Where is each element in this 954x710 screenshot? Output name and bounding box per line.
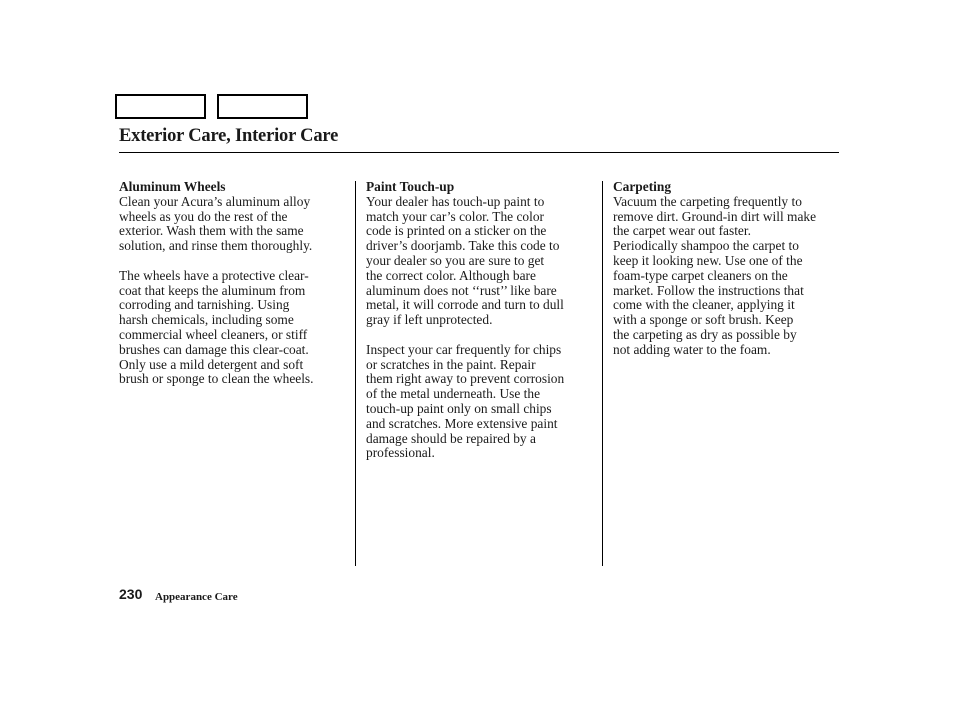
column-paint-touch-up: [366, 180, 596, 476]
paragraph: The wheels have a protective clear- coat that keeps the aluminum from corroding and tarnishing. Using harsh chemicals, including some commercial wheel cleaners, or stiff brushes can damage this clear-coat. Only use a mild detergent and soft brush or sponge to clean the wheels.: [119, 267, 314, 387]
column-divider: [355, 181, 356, 566]
paragraph: Inspect your car frequently for chips or scratches in the paint. Repair them right away to prevent corrosion of the metal underneath. Use the touch-up paint only on small chips and scratches. More extensive paint damage should be repaired by a professional.: [366, 341, 565, 461]
section-heading: Carpeting: [613, 179, 672, 194]
column-divider: [602, 181, 603, 566]
nav-tab-box-index[interactable]: [217, 94, 308, 119]
title-rule: [119, 152, 839, 153]
page-title: Exterior Care, Interior Care: [119, 126, 339, 146]
section-heading: Aluminum Wheels: [119, 179, 226, 194]
page-number: 230: [119, 586, 143, 602]
nav-tab-box-main-menu[interactable]: [115, 94, 206, 119]
column-carpeting: [613, 180, 841, 372]
section-heading: Paint Touch-up: [366, 179, 455, 194]
paragraph: Your dealer has touch-up paint to match your car’s color. The color code is printed on a sticker on the driver’s doorjamb. Take this code to your dealer so you are sure to get the correct color. Although bare aluminum does not ‘‘rust’’ like bare metal, it will corrode and turn to dull gray if left unprotected.: [366, 193, 564, 328]
paragraph: Vacuum the carpeting frequently to remove dirt. Ground-in dirt will make the carpet wear out faster. Periodically shampoo the carpet to keep it looking new. Use one of the foam-type carpet cleaners on the market. Follow the instructions that come with the cleaner, applying it with a sponge or soft brush. Keep the carpeting as dry as possible by not adding water to the foam.: [613, 193, 817, 357]
column-aluminum-wheels: [119, 180, 347, 402]
paragraph: Clean your Acura’s aluminum alloy wheels as you do the rest of the exterior. Wash them with the same solution, and rinse them thoroughly.: [119, 193, 313, 254]
footer-section-name: Appearance Care: [155, 591, 238, 603]
